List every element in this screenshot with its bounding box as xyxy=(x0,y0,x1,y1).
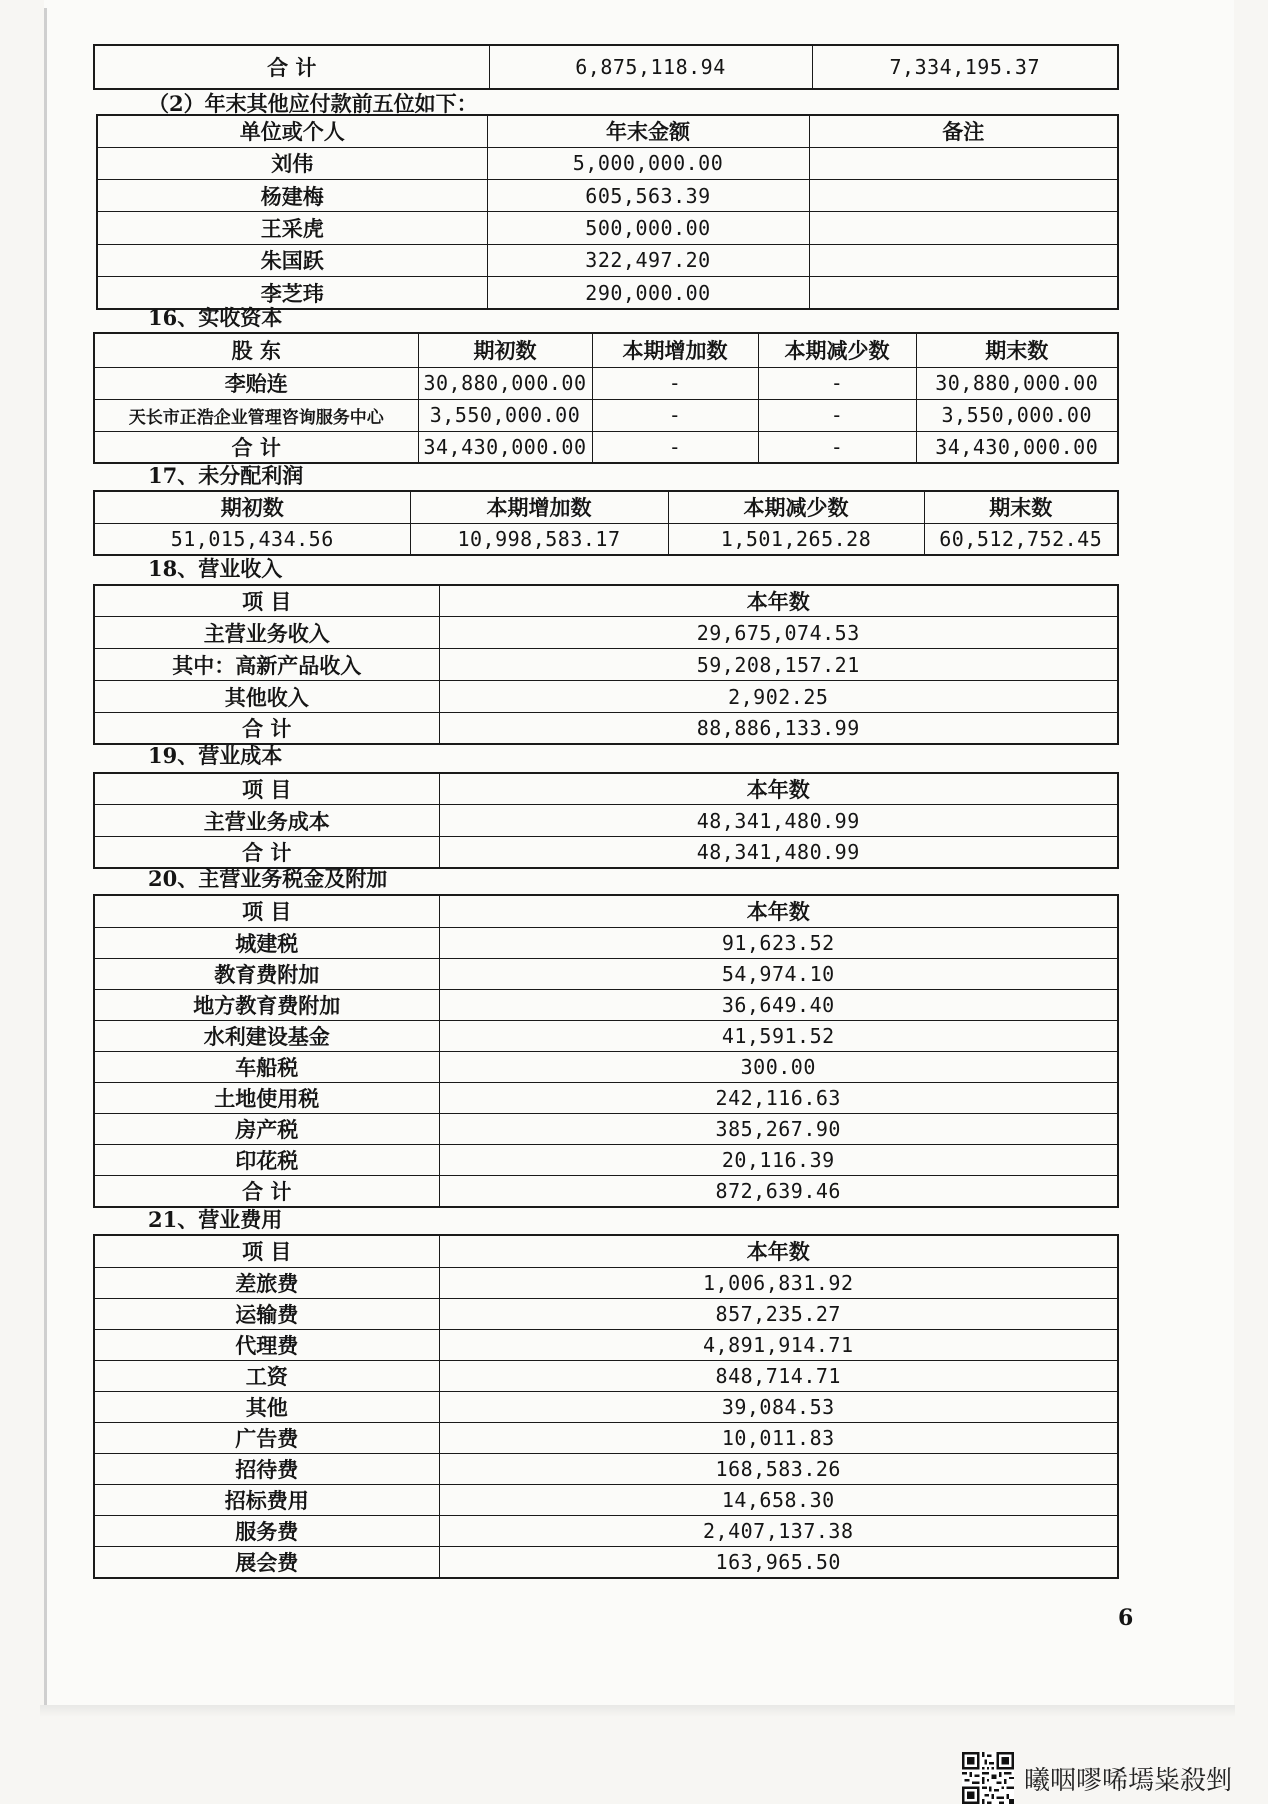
begin-value: 34,430,000.00 xyxy=(418,431,592,463)
header-cell: 项 目 xyxy=(94,895,439,927)
table-row xyxy=(94,927,1118,958)
table-row xyxy=(97,180,1118,212)
other-payables-table xyxy=(96,114,1119,310)
increase-value: - xyxy=(592,399,758,431)
table-row xyxy=(94,649,1118,681)
table-row xyxy=(94,1453,1118,1484)
total-label: 合 计 xyxy=(94,45,489,89)
table-row xyxy=(94,431,1118,463)
paid-in-capital-table xyxy=(93,332,1119,464)
item-value: 857,235.27 xyxy=(439,1298,1118,1329)
table-row xyxy=(94,367,1118,399)
item-value: 39,084.53 xyxy=(439,1391,1118,1422)
page-bottom-shadow xyxy=(40,1705,1235,1717)
item-label: 工资 xyxy=(94,1360,439,1391)
table-row xyxy=(94,805,1118,837)
item-value: 848,714.71 xyxy=(439,1360,1118,1391)
item-label: 代理费 xyxy=(94,1329,439,1360)
table-row xyxy=(94,681,1118,713)
payee-amount: 5,000,000.00 xyxy=(487,147,809,179)
header-cell: 本期减少数 xyxy=(758,333,916,367)
table-row xyxy=(94,958,1118,989)
table-row xyxy=(94,1391,1118,1422)
item-value: 872,639.46 xyxy=(439,1175,1118,1207)
table-row xyxy=(94,1360,1118,1391)
item-value: 36,649.40 xyxy=(439,989,1118,1020)
header-cell: 期初数 xyxy=(418,333,592,367)
payee-name: 李芝玮 xyxy=(97,277,487,309)
payee-note xyxy=(809,212,1118,244)
item-label: 运输费 xyxy=(94,1298,439,1329)
item-label: 房产税 xyxy=(94,1113,439,1144)
shareholder-name: 合 计 xyxy=(94,431,418,463)
header-cell: 期末数 xyxy=(916,333,1118,367)
header-cell: 本年数 xyxy=(439,1235,1118,1267)
item-value: 88,886,133.99 xyxy=(439,713,1118,745)
begin-value: 30,880,000.00 xyxy=(418,367,592,399)
item-value: 385,267.90 xyxy=(439,1113,1118,1144)
table-row xyxy=(94,617,1118,649)
header-cell: 本年数 xyxy=(439,773,1118,805)
table-row xyxy=(97,147,1118,179)
item-value: 163,965.50 xyxy=(439,1546,1118,1578)
decrease-value: - xyxy=(758,399,916,431)
begin-value: 3,550,000.00 xyxy=(418,399,592,431)
item-label: 招待费 xyxy=(94,1453,439,1484)
item-label: 其中：高新产品收入 xyxy=(94,649,439,681)
cost-heading: 19、营业成本 xyxy=(148,743,283,768)
cost-table xyxy=(93,772,1119,869)
decrease-value: 1,501,265.28 xyxy=(668,523,924,555)
payee-name: 刘伟 xyxy=(97,147,487,179)
item-value: 1,006,831.92 xyxy=(439,1267,1118,1298)
item-label: 差旅费 xyxy=(94,1267,439,1298)
header-cell: 股 东 xyxy=(94,333,418,367)
header-cell: 项 目 xyxy=(94,773,439,805)
top-totals-table xyxy=(93,44,1119,90)
header-cell: 项 目 xyxy=(94,1235,439,1267)
payee-name: 朱国跃 xyxy=(97,244,487,276)
qr-code-icon[interactable] xyxy=(962,1752,1014,1804)
item-value: 48,341,480.99 xyxy=(439,805,1118,837)
item-label: 合 计 xyxy=(94,837,439,869)
table-row xyxy=(97,244,1118,276)
item-label: 主营业务收入 xyxy=(94,617,439,649)
footer-text: 曦咽嘐唏墕粊殺剉 xyxy=(1024,1765,1233,1796)
increase-value: 10,998,583.17 xyxy=(410,523,668,555)
item-value: 41,591.52 xyxy=(439,1020,1118,1051)
header-cell: 本期增加数 xyxy=(410,491,668,523)
revenue-table xyxy=(93,584,1119,745)
table-row xyxy=(94,1515,1118,1546)
item-value: 59,208,157.21 xyxy=(439,649,1118,681)
selling-expenses-heading: 21、营业费用 xyxy=(148,1207,283,1232)
item-label: 展会费 xyxy=(94,1546,439,1578)
table-row xyxy=(94,1175,1118,1207)
footer xyxy=(962,1752,1232,1804)
decrease-value: - xyxy=(758,431,916,463)
item-value: 10,011.83 xyxy=(439,1422,1118,1453)
item-label: 其他 xyxy=(94,1391,439,1422)
item-label: 车船税 xyxy=(94,1051,439,1082)
table-row xyxy=(94,989,1118,1020)
item-label: 合 计 xyxy=(94,1175,439,1207)
payee-amount: 500,000.00 xyxy=(487,212,809,244)
shareholder-name: 天长市正浩企业管理咨询服务中心 xyxy=(94,399,418,431)
item-value: 14,658.30 xyxy=(439,1484,1118,1515)
item-label: 广告费 xyxy=(94,1422,439,1453)
item-label: 土地使用税 xyxy=(94,1082,439,1113)
item-value: 48,341,480.99 xyxy=(439,837,1118,869)
table-row xyxy=(94,1051,1118,1082)
item-value: 4,891,914.71 xyxy=(439,1329,1118,1360)
page-number: 6 xyxy=(1118,1605,1134,1631)
payee-note xyxy=(809,277,1118,309)
selling-expenses-table xyxy=(93,1234,1119,1579)
other-payables-heading: （2）年末其他应付款前五位如下： xyxy=(148,91,478,116)
table-row xyxy=(94,1020,1118,1051)
payee-note xyxy=(809,147,1118,179)
payee-name: 王采虎 xyxy=(97,212,487,244)
table-row xyxy=(94,1298,1118,1329)
taxes-table xyxy=(93,894,1119,1208)
table-row xyxy=(94,1422,1118,1453)
header-cell: 本年数 xyxy=(439,585,1118,617)
taxes-heading: 20、主营业务税金及附加 xyxy=(148,866,388,891)
begin-value: 51,015,434.56 xyxy=(94,523,410,555)
item-value: 20,116.39 xyxy=(439,1144,1118,1175)
end-value: 30,880,000.00 xyxy=(916,367,1118,399)
header-cell: 本期增加数 xyxy=(592,333,758,367)
table-row xyxy=(94,1267,1118,1298)
payee-note xyxy=(809,180,1118,212)
header-cell: 年末金额 xyxy=(487,115,809,147)
item-label: 地方教育费附加 xyxy=(94,989,439,1020)
table-row xyxy=(94,523,1118,555)
item-value: 242,116.63 xyxy=(439,1082,1118,1113)
item-value: 168,583.26 xyxy=(439,1453,1118,1484)
table-row xyxy=(94,1329,1118,1360)
item-value: 29,675,074.53 xyxy=(439,617,1118,649)
table-row xyxy=(94,1113,1118,1144)
item-label: 合 计 xyxy=(94,713,439,745)
payee-note xyxy=(809,244,1118,276)
paid-in-capital-heading: 16、实收资本 xyxy=(148,305,283,330)
end-value: 3,550,000.00 xyxy=(916,399,1118,431)
item-label: 教育费附加 xyxy=(94,958,439,989)
item-value: 2,902.25 xyxy=(439,681,1118,713)
table-row xyxy=(94,1144,1118,1175)
item-label: 水利建设基金 xyxy=(94,1020,439,1051)
header-cell: 本年数 xyxy=(439,895,1118,927)
item-label: 主营业务成本 xyxy=(94,805,439,837)
payee-amount: 290,000.00 xyxy=(487,277,809,309)
undistributed-profit-heading: 17、未分配利润 xyxy=(148,463,304,488)
header-cell: 备注 xyxy=(809,115,1118,147)
table-row xyxy=(97,212,1118,244)
item-value: 91,623.52 xyxy=(439,927,1118,958)
payee-amount: 605,563.39 xyxy=(487,180,809,212)
total-value-2: 7,334,195.37 xyxy=(812,45,1118,89)
total-value-1: 6,875,118.94 xyxy=(489,45,812,89)
shareholder-name: 李贻连 xyxy=(94,367,418,399)
header-cell: 本期减少数 xyxy=(668,491,924,523)
header-cell: 单位或个人 xyxy=(97,115,487,147)
increase-value: - xyxy=(592,367,758,399)
item-label: 招标费用 xyxy=(94,1484,439,1515)
payee-name: 杨建梅 xyxy=(97,180,487,212)
revenue-heading: 18、营业收入 xyxy=(148,556,283,581)
scan-edge xyxy=(44,8,47,1708)
item-value: 300.00 xyxy=(439,1051,1118,1082)
undistributed-profit-table xyxy=(93,490,1119,556)
item-label: 城建税 xyxy=(94,927,439,958)
end-value: 34,430,000.00 xyxy=(916,431,1118,463)
table-row xyxy=(94,1082,1118,1113)
payee-amount: 322,497.20 xyxy=(487,244,809,276)
header-cell: 项 目 xyxy=(94,585,439,617)
header-cell: 期末数 xyxy=(924,491,1118,523)
item-value: 54,974.10 xyxy=(439,958,1118,989)
table-row xyxy=(94,1484,1118,1515)
header-cell: 期初数 xyxy=(94,491,410,523)
decrease-value: - xyxy=(758,367,916,399)
item-label: 其他收入 xyxy=(94,681,439,713)
end-value: 60,512,752.45 xyxy=(924,523,1118,555)
item-label: 服务费 xyxy=(94,1515,439,1546)
table-row xyxy=(94,399,1118,431)
item-label: 印花税 xyxy=(94,1144,439,1175)
table-row xyxy=(94,1546,1118,1578)
increase-value: - xyxy=(592,431,758,463)
item-value: 2,407,137.38 xyxy=(439,1515,1118,1546)
